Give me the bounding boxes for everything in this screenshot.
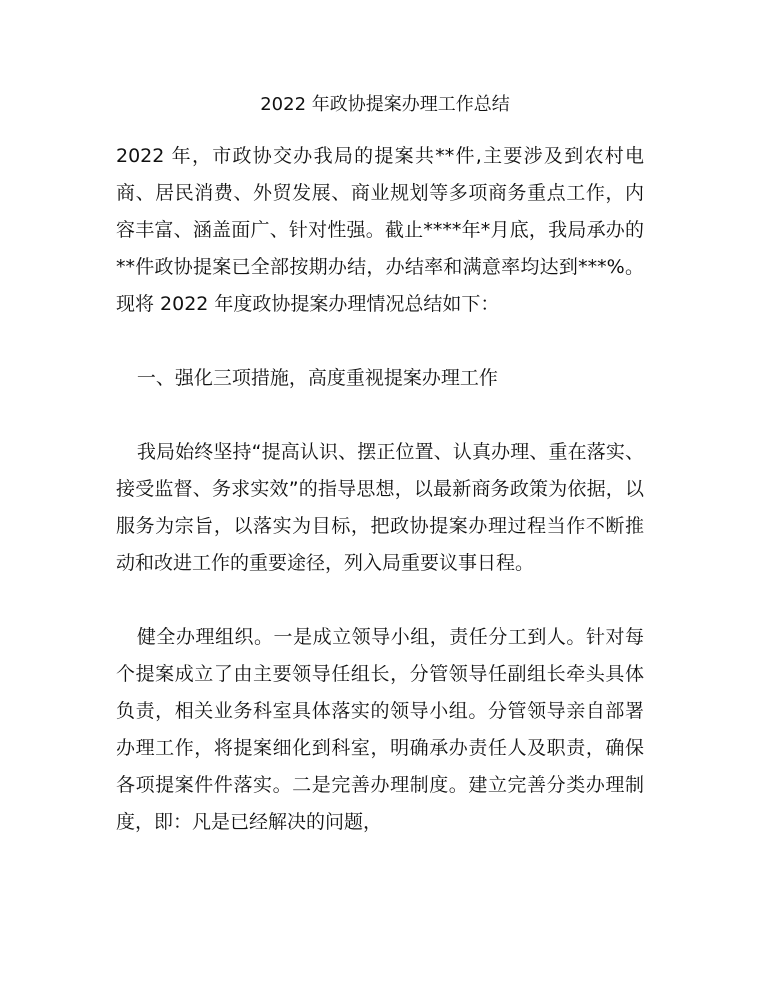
paragraph-spacer	[116, 397, 644, 434]
document-title: 2022 年政协提案办理工作总结	[260, 94, 510, 115]
paragraph-spacer	[116, 323, 644, 360]
document-body	[116, 138, 644, 841]
paragraph-spacer	[116, 582, 644, 619]
organization-paragraph: 健全办理组织。一是成立领导小组，责任分工到人。针对每个提案成立了由主要领导任组长，分管领导任副组长牵头具体负责，相关业务科室具体落实的领导小组。分管领导亲自部署办理工作，将提案细化到科室，明确承办责任人及职责，确保各项提案件件落实。二是完善办理制度。建立完善分类办理制度，即：凡是已经解决的问题，	[116, 626, 644, 833]
guideline-paragraph: 我局始终坚持“提高认识、摆正位置、认真办理、重在落实、接受监督、务求实效”的指导思想，以最新商务政策为依据，以服务为宗旨，以落实为目标，把政协提案办理过程当作不断推动和改进工作的重要途径，列入局重要议事日程。	[116, 441, 644, 574]
intro-paragraph: 2022 年，市政协交办我局的提案共**件,主要涉及到农村电商、居民消费、外贸发展、商业规划等多项商务重点工作，内容丰富、涵盖面广、针对性强。截止****年*月底，我局承办的**件政协提案已全部按期办结，办结率和满意率均达到***%。现将 2022 年度政协提案办理情况总结如下：	[116, 145, 644, 315]
section-heading: 一、强化三项措施，高度重视提案办理工作	[136, 367, 498, 389]
